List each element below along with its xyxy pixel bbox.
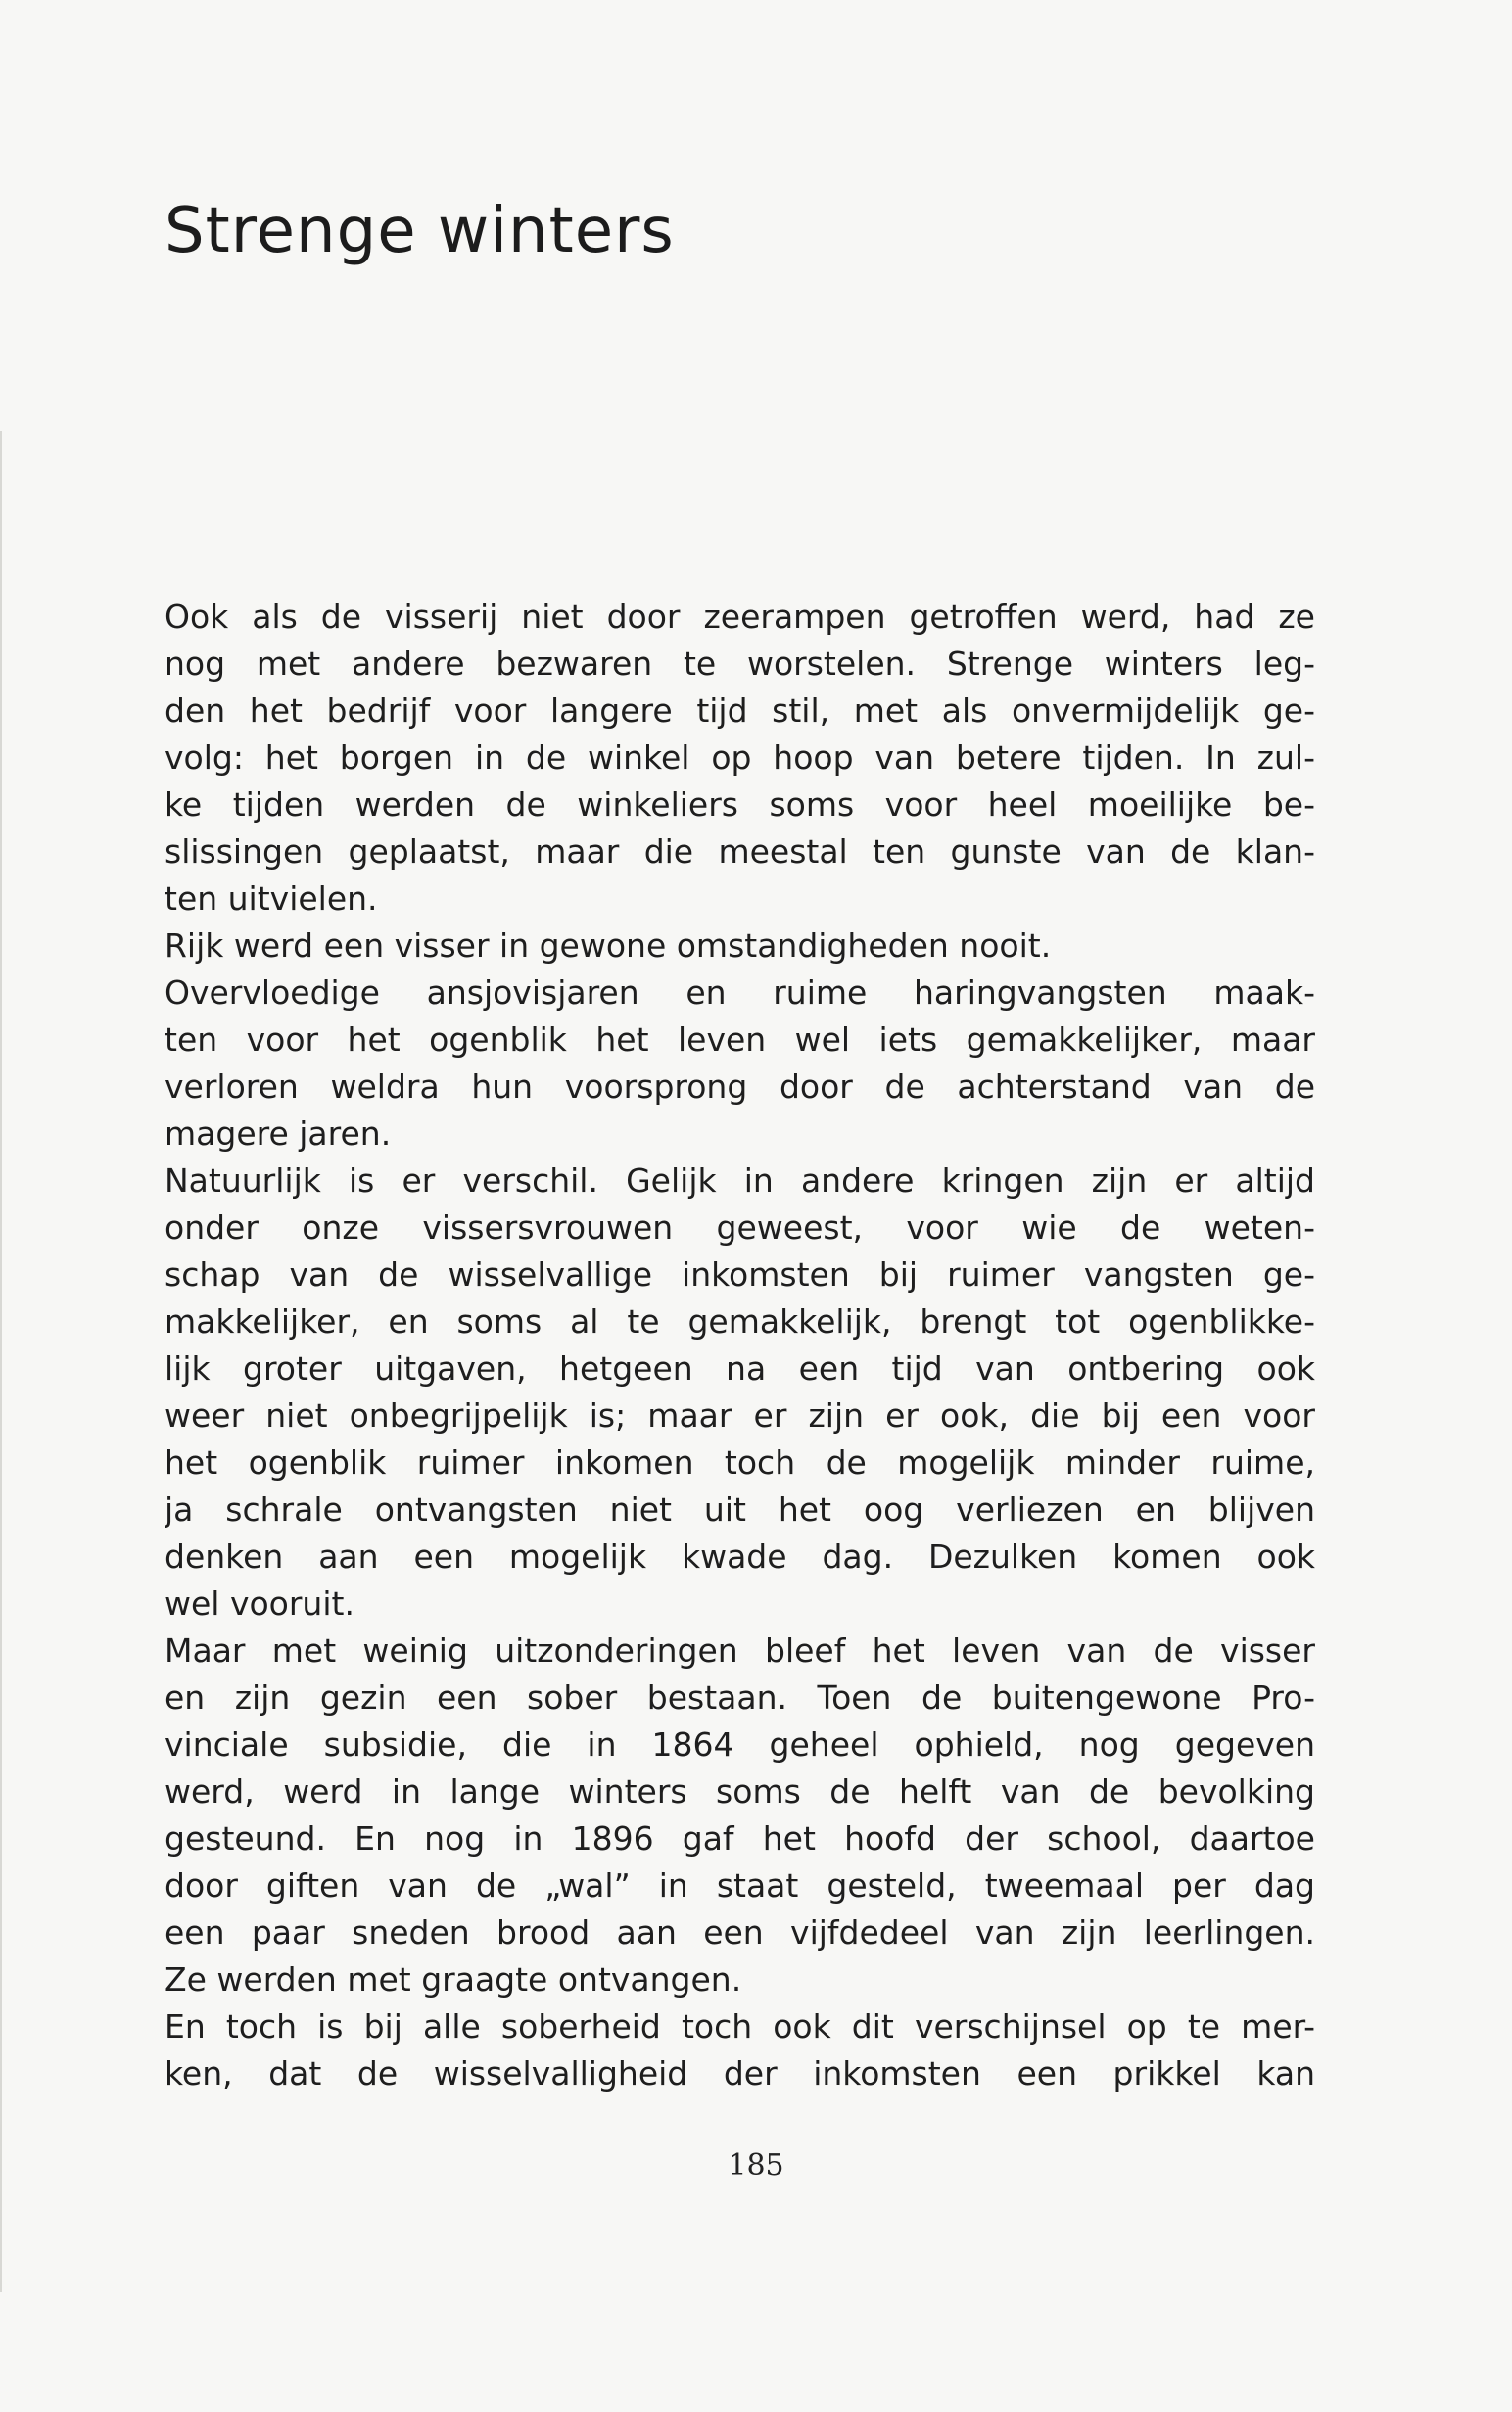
- text-line: ten uitvielen.: [165, 879, 378, 918]
- body-text: [165, 593, 1315, 2098]
- text-line: Ook als de visserij niet door zeerampen getroffen werd, had ze: [165, 597, 1315, 636]
- text-line: het ogenblik ruimer inkomen toch de mogelijk minder ruime,: [165, 1443, 1315, 1482]
- text-line: makkelijker, en soms al te gemakkelijk, brengt tot ogenblikke-: [165, 1302, 1315, 1341]
- text-line: wel vooruit.: [165, 1584, 354, 1623]
- text-line: vinciale subsidie, die in 1864 geheel ophield, nog gegeven: [165, 1726, 1315, 1764]
- text-line: slissingen geplaatst, maar die meestal ten gunste van de klan-: [165, 832, 1315, 871]
- text-line: schap van de wisselvallige inkomsten bij ruimer vangsten ge-: [165, 1255, 1315, 1294]
- text-line: denken aan een mogelijk kwade dag. Dezulken komen ook: [165, 1537, 1315, 1576]
- text-line: ken, dat de wisselvalligheid der inkomsten een prikkel kan: [165, 2055, 1315, 2093]
- text-line: ten voor het ogenblik het leven wel iets gemakkelijker, maar: [165, 1020, 1315, 1059]
- text-line: een paar sneden brood aan een vijfdedeel van zijn leerlingen.: [165, 1914, 1315, 1952]
- text-line: den het bedrijf voor langere tijd stil, met als onvermijdelijk ge-: [165, 691, 1315, 730]
- text-line: Rijk werd een visser in gewone omstandigheden nooit.: [165, 926, 1052, 965]
- chapter-title: Strenge winters: [165, 195, 675, 267]
- page-number: 185: [728, 2149, 784, 2183]
- text-line: volg: het borgen in de winkel op hoop van betere tijden. In zul-: [165, 738, 1315, 777]
- text-line: verloren weldra hun voorsprong door de achterstand van de: [165, 1067, 1315, 1106]
- text-line: nog met andere bezwaren te worstelen. Strenge winters leg-: [165, 644, 1315, 683]
- text-line: magere jaren.: [165, 1114, 392, 1153]
- text-line: ja schrale ontvangsten niet uit het oog verliezen en blijven: [165, 1490, 1315, 1529]
- text-line: Natuurlijk is er verschil. Gelijk in andere kringen zijn er altijd: [165, 1161, 1315, 1200]
- text-line: Maar met weinig uitzonderingen bleef het leven van de visser: [165, 1632, 1315, 1670]
- text-line: ke tijden werden de winkeliers soms voor heel moeilijke be-: [165, 785, 1315, 824]
- text-line: En toch is bij alle soberheid toch ook dit verschijnsel op te mer-: [165, 2008, 1315, 2046]
- text-line: gesteund. En nog in 1896 gaf het hoofd der school, daartoe: [165, 1820, 1315, 1858]
- text-line: door giften van de „wal” in staat gesteld, tweemaal per dag: [165, 1867, 1315, 1905]
- text-line: onder onze vissersvrouwen geweest, voor wie de weten-: [165, 1208, 1315, 1247]
- text-line: Ze werden met graagte ontvangen.: [165, 1961, 742, 1999]
- text-line: werd, werd in lange winters soms de helft van de bevolking: [165, 1773, 1315, 1811]
- page-edge: [0, 431, 2, 2292]
- text-line: Overvloedige ansjovisjaren en ruime haringvangsten maak-: [165, 973, 1315, 1012]
- text-line: en zijn gezin een sober bestaan. Toen de buitengewone Pro-: [165, 1679, 1315, 1717]
- text-line: weer niet onbegrijpelijk is; maar er zijn er ook, die bij een voor: [165, 1396, 1315, 1435]
- text-line: lijk groter uitgaven, hetgeen na een tijd van ontbering ook: [165, 1349, 1315, 1388]
